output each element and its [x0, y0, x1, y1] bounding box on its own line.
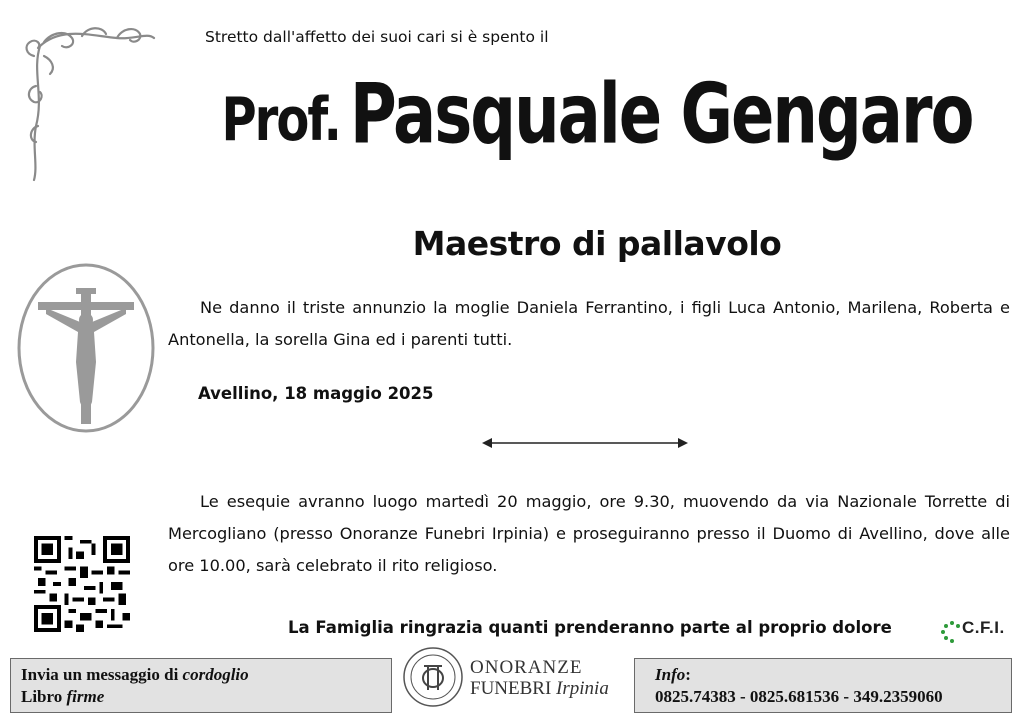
cfi-dots-icon	[940, 620, 964, 644]
deceased-subtitle: Maestro di pallavolo	[412, 224, 782, 263]
condolence-box[interactable]	[10, 658, 392, 713]
deceased-name: Pasquale Gengaro	[349, 66, 973, 164]
guestbook-italic: firme	[66, 687, 105, 706]
funeral-home-brand	[470, 658, 609, 700]
condolence-italic: cordoglio	[182, 665, 249, 684]
deceased-name-heading	[0, 66, 1024, 164]
qr-code-icon[interactable]	[34, 536, 130, 632]
info-colon: :	[685, 665, 691, 684]
guestbook-link[interactable]	[21, 686, 381, 708]
brand-funebri: FUNEBRI	[470, 678, 557, 699]
condolence-label: Invia un messaggio di	[21, 665, 183, 684]
phone-numbers[interactable]: 0825.74383 - 0825.681536 - 349.2359060	[655, 687, 943, 706]
guestbook-label: Libro	[21, 687, 67, 706]
brand-irpinia: Irpinia	[556, 678, 609, 699]
funeral-details-paragraph: Le esequie avranno luogo martedì 20 maggio, ore 9.30, muovendo da via Nazionale Torrette di Mercogliano (presso Onoranze Funebri Irpinia) e proseguiranno presso il Duomo di Avellino, dove alle ore 10.00, sarà celebrato il rito religioso.	[168, 492, 1010, 575]
announcement-paragraph: Ne danno il triste annunzio la moglie Daniela Ferrantino, i figli Luca Antonio, Marilena, Roberta e Antonella, la sorella Gina ed i parenti tutti.	[168, 298, 1010, 349]
brand-line-2	[470, 678, 609, 700]
cfi-badge	[940, 616, 1016, 652]
info-label: Info	[655, 665, 686, 684]
honorific-title: Prof.	[221, 85, 340, 155]
place-date: Avellino, 18 maggio 2025	[198, 384, 434, 403]
info-heading	[655, 664, 991, 686]
family-thanks: La Famiglia ringrazia quanti prenderanno parte al proprio dolore	[288, 618, 892, 637]
double-arrow-divider-icon	[482, 436, 688, 450]
info-box	[634, 658, 1012, 713]
cfi-label: C.F.I.	[962, 618, 1005, 637]
crucifix-medallion-icon	[16, 262, 156, 434]
intro-line: Stretto dall'affetto dei suoi cari si è spento il	[205, 28, 549, 46]
funeral-home-logo-icon	[402, 646, 464, 708]
brand-line-1: ONORANZE	[470, 657, 583, 678]
condolence-link[interactable]	[21, 664, 381, 686]
